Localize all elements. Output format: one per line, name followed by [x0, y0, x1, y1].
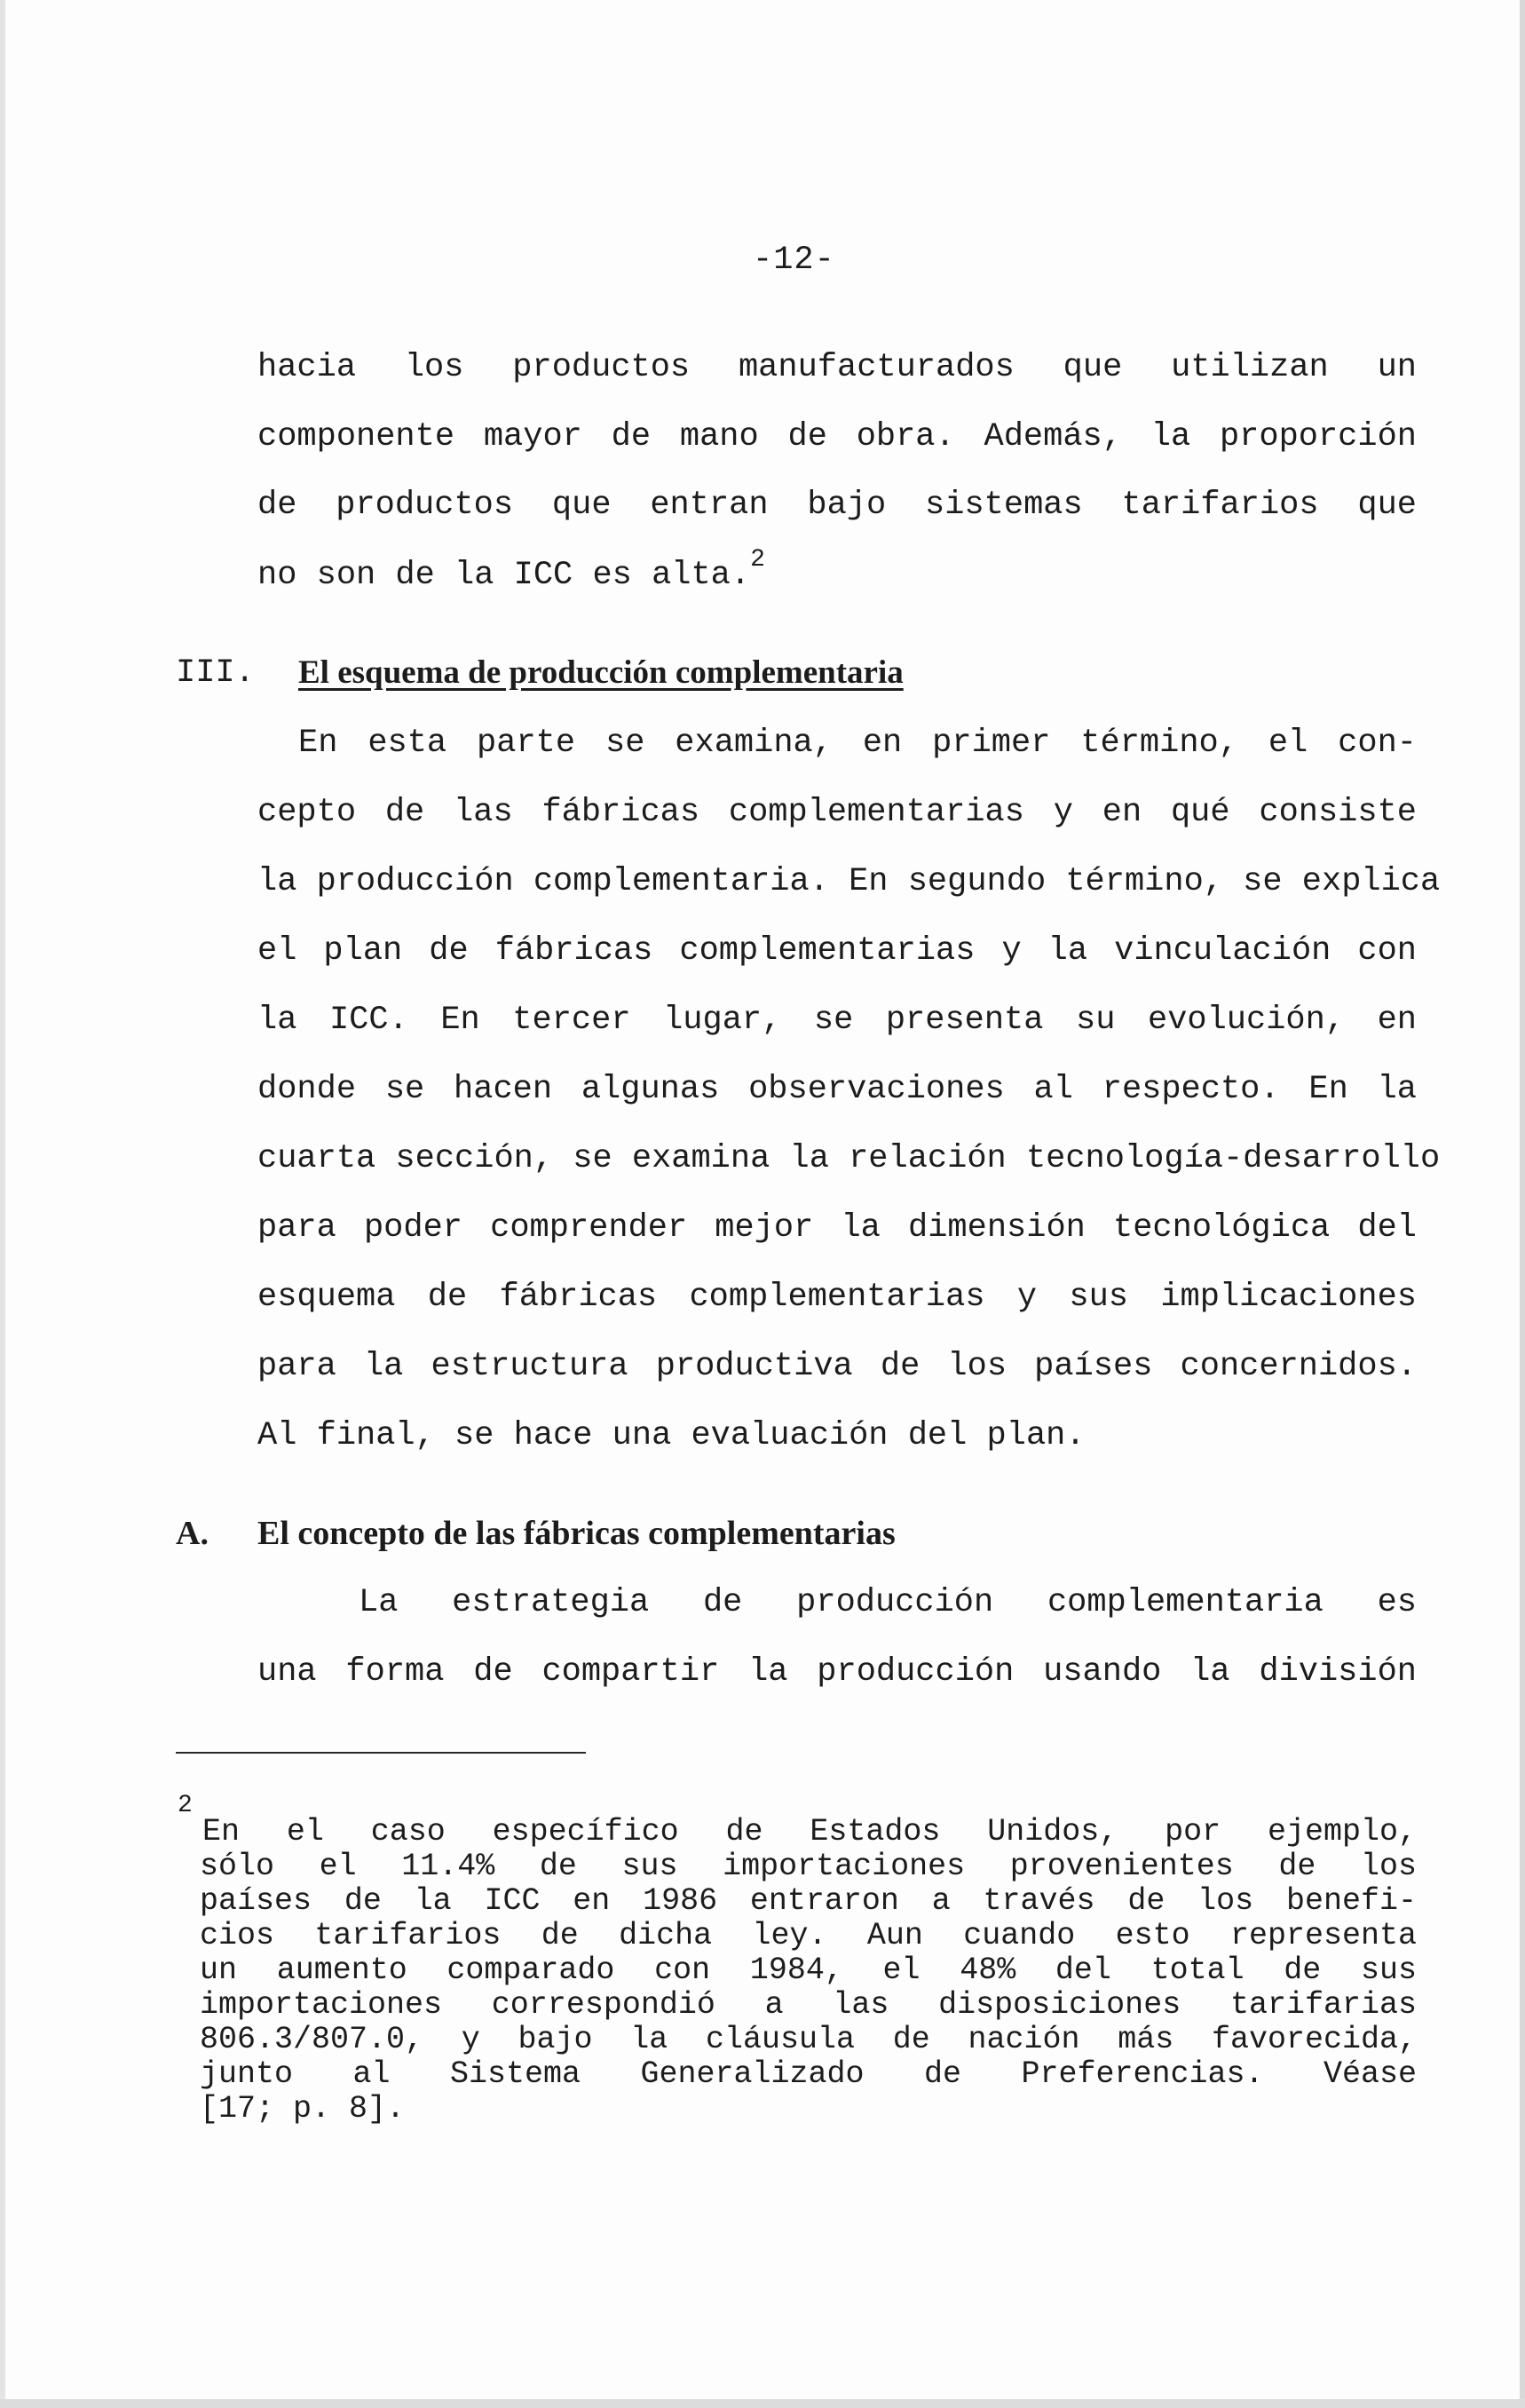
page-edge-bottom	[0, 2399, 1525, 2408]
intro-line-4-text: no son de la ICC es alta.	[257, 557, 751, 594]
subsection-title: El concepto de las fábricas complementarias	[257, 1515, 896, 1552]
section-line-8: para poder comprender mejor la dimensión tecnológica del	[257, 1209, 1417, 1247]
section-numeral: III.	[176, 654, 255, 692]
section-title: El esquema de producción complementaria	[298, 654, 904, 691]
footnote-line-3: países de la ICC en 1986 entraron a través de los benefi-	[200, 1883, 1417, 1919]
intro-line-3: de productos que entran bajo sistemas tarifarios que	[257, 487, 1417, 524]
section-line-2: cepto de las fábricas complementarias y en qué consiste	[257, 794, 1417, 831]
footnote-line-5: un aumento comparado con 1984, el 48% del total de sus	[200, 1953, 1417, 1988]
page-number: -12-	[753, 242, 835, 279]
footnote-line-8: junto al Sistema Generalizado de Preferencias. Véase	[200, 2056, 1417, 2092]
intro-line-1: hacia los productos manufacturados que utilizan un	[257, 349, 1417, 386]
section-line-1: En esta parte se examina, en primer término, el con-	[298, 725, 1417, 762]
subsection-letter: A.	[176, 1515, 209, 1552]
section-line-11: Al final, se hace una evaluación del plan.	[257, 1417, 1086, 1454]
footnote-line-1: En el caso específico de Estados Unidos, por ejemplo,	[202, 1814, 1417, 1850]
footnote-separator	[176, 1752, 586, 1754]
section-line-9: esquema de fábricas complementarias y sus implicaciones	[257, 1279, 1417, 1316]
section-line-3: la producción complementaria. En segundo término, se explica	[257, 863, 1441, 900]
footnote-reference: 2	[750, 546, 765, 574]
footnote-line-7: 806.3/807.0, y bajo la cláusula de nación más favorecida,	[200, 2022, 1417, 2057]
section-line-10: para la estructura productiva de los países concernidos.	[257, 1348, 1417, 1385]
footnote-line-2: sólo el 11.4% de sus importaciones provenientes de los	[200, 1849, 1417, 1884]
intro-line-4	[257, 546, 1417, 598]
subsection-line-2: una forma de compartir la producción usando la división	[257, 1653, 1417, 1691]
page-edge-right	[1520, 0, 1525, 2408]
footnote-line-4: cios tarifarios de dicha ley. Aun cuando esto representa	[200, 1918, 1417, 1953]
footnote-line-9: [17; p. 8].	[200, 2091, 406, 2127]
section-line-6: donde se hacen algunas observaciones al respecto. En la	[257, 1071, 1417, 1108]
intro-line-2: componente mayor de mano de obra. Además, la proporción	[257, 418, 1417, 455]
section-line-5: la ICC. En tercer lugar, se presenta su evolución, en	[257, 1002, 1417, 1039]
subsection-line-1: La estrategia de producción complementaria es	[359, 1584, 1417, 1621]
page-edge-left	[0, 0, 5, 2408]
footnote-marker: 2	[178, 1792, 193, 1819]
section-line-4: el plan de fábricas complementarias y la vinculación con	[257, 932, 1417, 970]
section-line-7: cuarta sección, se examina la relación tecnología-desarrollo	[257, 1140, 1441, 1177]
footnote-line-6: importaciones correspondió a las disposiciones tarifarias	[200, 1987, 1417, 2023]
